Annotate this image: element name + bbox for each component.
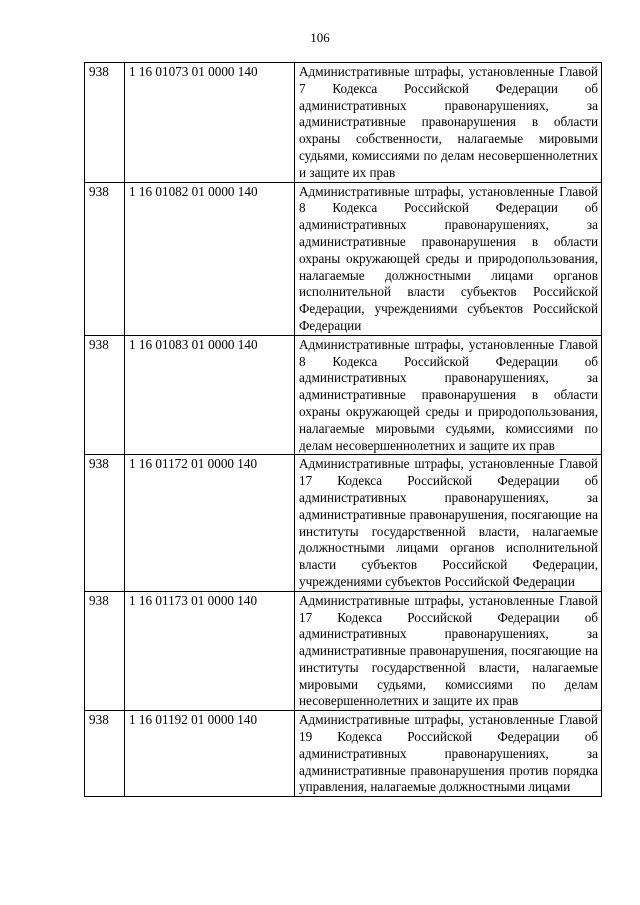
admin-code-cell: 938 bbox=[85, 335, 125, 455]
page-number: 106 bbox=[310, 30, 330, 45]
budget-code-cell: 1 16 01082 01 0000 140 bbox=[125, 182, 295, 335]
description-cell: Административные штрафы, установленные Главой 8 Кодекса Российской Федерации об административных правонарушениях, за административные правонарушения в области охраны окружающей среды и природопользования, налагаемые должностными лицами органов исполнительной власти субъектов Российской Федерации, учреждениями субъектов Российской Федерации bbox=[295, 182, 602, 335]
table-row bbox=[85, 182, 602, 335]
admin-code-cell: 938 bbox=[85, 455, 125, 591]
table-row bbox=[85, 591, 602, 711]
budget-code-cell: 1 16 01192 01 0000 140 bbox=[125, 711, 295, 797]
description-cell: Административные штрафы, установленные Главой 19 Кодекса Российской Федерации об административных правонарушениях, за административные правонарушения против порядка управления, налагаемые должностными лицами bbox=[295, 711, 602, 797]
budget-code-cell: 1 16 01172 01 0000 140 bbox=[125, 455, 295, 591]
admin-code-cell: 938 bbox=[85, 182, 125, 335]
table-row bbox=[85, 455, 602, 591]
budget-code-cell: 1 16 01083 01 0000 140 bbox=[125, 335, 295, 455]
table-row bbox=[85, 711, 602, 797]
admin-code-cell: 938 bbox=[85, 63, 125, 183]
description-cell: Административные штрафы, установленные Главой 17 Кодекса Российской Федерации об административных правонарушениях, за административные правонарушения, посягающие на институты государственной власти, налагаемые должностными лицами органов исполнительной власти субъектов Российской Федерации, учреждениями субъектов Российской Федерации bbox=[295, 455, 602, 591]
description-cell: Административные штрафы, установленные Главой 8 Кодекса Российской Федерации об административных правонарушениях, за административные правонарушения в области охраны окружающей среды и природопользования, налагаемые мировыми судьями, комиссиями по делам несовершеннолетних и защите их прав bbox=[295, 335, 602, 455]
budget-code-cell: 1 16 01073 01 0000 140 bbox=[125, 63, 295, 183]
admin-code-cell: 938 bbox=[85, 711, 125, 797]
table-row bbox=[85, 63, 602, 183]
description-cell: Административные штрафы, установленные Главой 7 Кодекса Российской Федерации об административных правонарушениях, за административные правонарушения в области охраны собственности, налагаемые мировыми судьями, комиссиями по делам несовершеннолетних и защите их прав bbox=[295, 63, 602, 183]
description-cell: Административные штрафы, установленные Главой 17 Кодекса Российской Федерации об административных правонарушениях, за административные правонарушения, посягающие на институты государственной власти, налагаемые мировыми судьями, комиссиями по делам несовершеннолетних и защите их прав bbox=[295, 591, 602, 711]
admin-code-cell: 938 bbox=[85, 591, 125, 711]
budget-code-cell: 1 16 01173 01 0000 140 bbox=[125, 591, 295, 711]
table-row bbox=[85, 335, 602, 455]
budget-codes-table bbox=[84, 62, 602, 797]
